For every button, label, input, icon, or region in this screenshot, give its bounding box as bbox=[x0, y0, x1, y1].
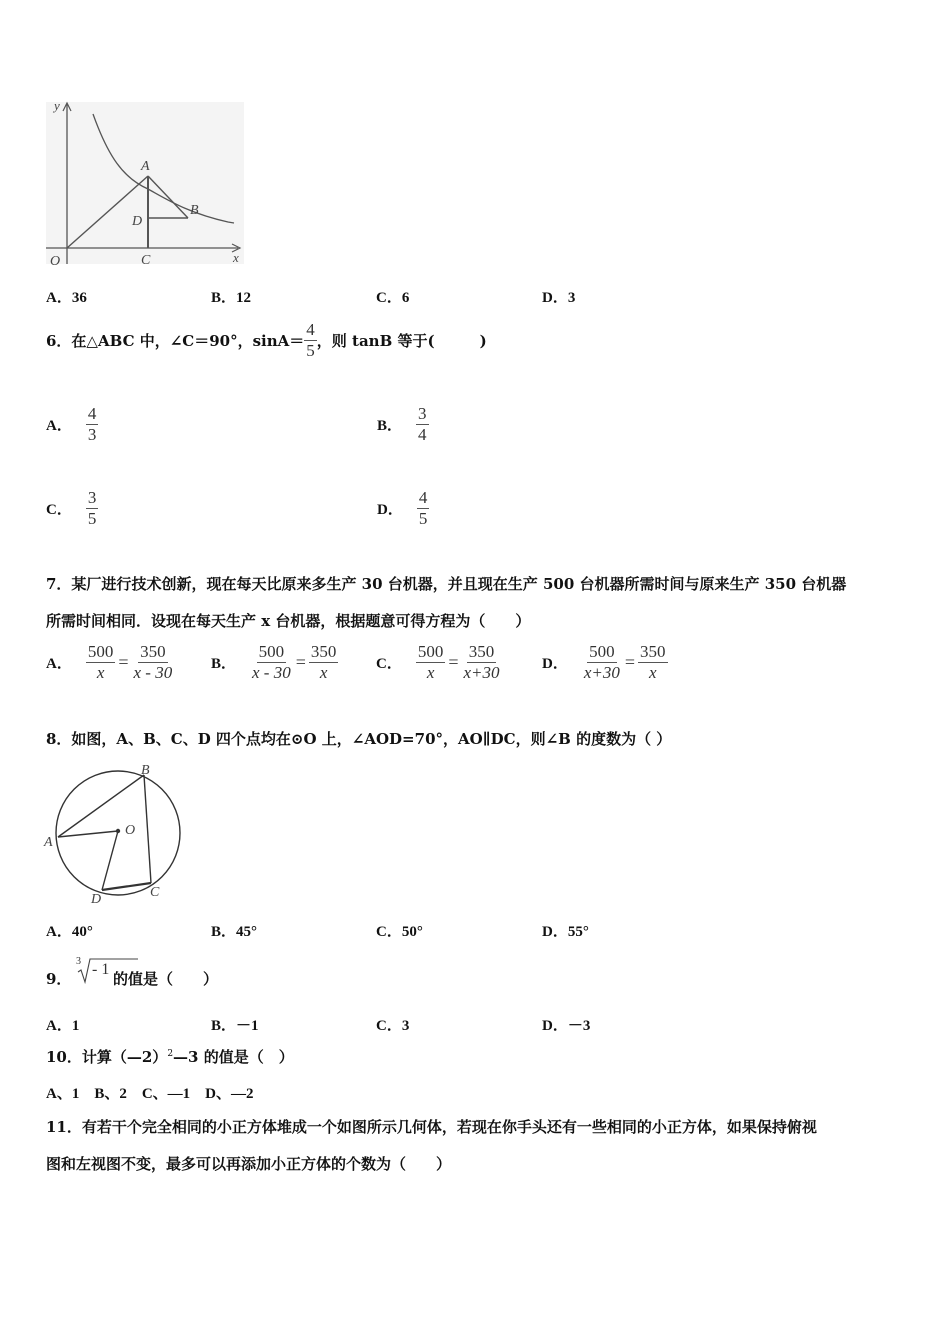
q7-option-c-n2: 350 bbox=[468, 642, 495, 661]
q7-option-a-label: A． bbox=[46, 655, 72, 672]
q7-stem-line2: 所需时间相同．设现在每天生产 x 台机器，根据题意可得方程为（ ） bbox=[46, 612, 531, 630]
q10-exponent: 2 bbox=[167, 1049, 174, 1059]
q8-option-a: A．40° bbox=[46, 924, 93, 940]
q11-stem-line2: 图和左视图不变，最多可以再添加小正方体的个数为（ ） bbox=[46, 1155, 452, 1173]
q6-stem bbox=[46, 320, 487, 360]
q5-option-b: B．12 bbox=[211, 290, 252, 306]
q9-root-index: 3 bbox=[76, 956, 81, 967]
q7-option-c bbox=[376, 642, 502, 682]
q7-option-c-label: C． bbox=[376, 655, 402, 672]
q6-prefix: 6．在△ABC 中，∠C＝90°，sinA＝ bbox=[46, 331, 305, 350]
q11-stem-line1: 11．有若干个完全相同的小正方体堆成一个如图所示几何体，若现在你手头还有一些相同的小正方体，如果保持俯视 bbox=[46, 1118, 817, 1136]
q7-option-d-n2: 350 bbox=[640, 642, 666, 661]
q6-option-a-num: 4 bbox=[87, 404, 97, 423]
q6-option-a-label: A． bbox=[46, 417, 72, 434]
q9-option-d: D．－3 bbox=[542, 1018, 591, 1034]
q7-option-d-frac2 bbox=[638, 642, 668, 682]
q6-option-c bbox=[46, 488, 98, 528]
q6-option-c-den: 5 bbox=[87, 508, 97, 528]
q6-option-a-frac bbox=[86, 404, 99, 444]
q7-option-b bbox=[211, 642, 338, 682]
q9-option-b: B．－1 bbox=[211, 1018, 259, 1034]
q8-option-b: B．45° bbox=[211, 924, 258, 940]
q9-radicand: - 1 bbox=[92, 961, 110, 978]
q8-radius-od bbox=[102, 831, 118, 890]
q7-option-a-d2: x - 30 bbox=[133, 662, 173, 682]
q7-option-d-d2: x bbox=[649, 662, 657, 682]
q6-option-b bbox=[377, 404, 429, 444]
q6-fraction bbox=[304, 320, 317, 360]
q5-option-a: A．36 bbox=[46, 290, 87, 306]
q7-option-d bbox=[542, 642, 668, 682]
q7-option-b-n2: 350 bbox=[310, 642, 337, 661]
q8-option-d: D．55° bbox=[542, 924, 589, 940]
q5-label-d: D bbox=[132, 214, 143, 229]
q7-stem-line1: 7．某厂进行技术创新，现在每天比原来多生产 30 台机器，并且现在生产 500 台机器所需时间与原来生产 350 台机器 bbox=[46, 575, 847, 593]
q7-option-a-n1: 500 bbox=[87, 642, 114, 661]
q5-label-y: y bbox=[54, 98, 60, 113]
q5-label-x: x bbox=[233, 250, 239, 265]
q7-option-d-n1: 500 bbox=[589, 642, 615, 661]
q7-option-c-frac1 bbox=[416, 642, 446, 682]
q10-options: A、1 B、2 C、—1 D、—2 bbox=[46, 1086, 254, 1102]
q9-option-a: A．1 bbox=[46, 1018, 80, 1034]
q7-option-d-d1: x+30 bbox=[583, 662, 620, 682]
q8-label-o: O bbox=[125, 823, 136, 838]
q7-option-b-d1: x - 30 bbox=[252, 662, 291, 682]
q6-suffix: ，则 tanB 等于( ) bbox=[316, 331, 487, 350]
q10-text-b: —3 的值是（ ） bbox=[173, 1048, 294, 1066]
q7-option-d-label: D． bbox=[542, 655, 568, 672]
q6-option-b-den: 4 bbox=[418, 424, 427, 444]
q7-option-c-d2: x+30 bbox=[463, 662, 500, 682]
q7-option-c-eq: = bbox=[448, 651, 459, 672]
q7-option-b-eq: = bbox=[295, 651, 306, 672]
q9-suffix: 的值是（ ） bbox=[113, 970, 219, 988]
q6-option-c-label: C． bbox=[46, 501, 72, 518]
q7-option-a-eq: = bbox=[118, 651, 129, 672]
q7-option-a-frac1 bbox=[86, 642, 116, 682]
q7-option-b-frac2 bbox=[309, 642, 339, 682]
q6-option-b-num: 3 bbox=[418, 404, 427, 423]
q5-label-c: C bbox=[141, 253, 151, 268]
q7-option-a-n2: 350 bbox=[140, 642, 166, 661]
q6-option-c-frac bbox=[86, 488, 99, 528]
q7-option-c-frac2 bbox=[462, 642, 502, 682]
q8-radius-ao bbox=[58, 831, 118, 837]
q8-label-b: B bbox=[141, 763, 150, 778]
q9-option-c: C．3 bbox=[376, 1018, 410, 1034]
q6-option-a bbox=[46, 404, 98, 444]
q6-option-b-frac bbox=[416, 404, 429, 444]
q5-option-d: D．3 bbox=[542, 290, 576, 306]
q5-label-b: B bbox=[190, 203, 199, 218]
q8-figure bbox=[40, 758, 190, 908]
q7-option-c-d1: x bbox=[426, 662, 435, 682]
q5-label-o: O bbox=[50, 254, 61, 269]
q6-option-c-num: 3 bbox=[87, 488, 97, 507]
q6-option-d-den: 5 bbox=[418, 508, 428, 528]
q5-figure bbox=[38, 96, 248, 272]
q8-option-c: C．50° bbox=[376, 924, 423, 940]
q6-option-a-den: 3 bbox=[87, 424, 97, 444]
q7-option-b-d2: x bbox=[319, 662, 328, 682]
q7-option-d-eq: = bbox=[624, 651, 636, 672]
q8-stem: 8．如图，A、B、C、D 四个点均在⊙O 上，∠AOD=70°，AO∥DC，则∠B 的度数为（ ） bbox=[46, 730, 672, 748]
q7-option-c-n1: 500 bbox=[417, 642, 444, 661]
q7-option-a bbox=[46, 642, 174, 682]
q8-label-a: A bbox=[44, 835, 53, 850]
q7-option-b-label: B． bbox=[211, 655, 237, 672]
q8-chord-bc bbox=[144, 775, 151, 883]
q6-frac-den: 5 bbox=[306, 340, 315, 360]
q7-option-b-n1: 500 bbox=[258, 642, 285, 661]
q6-option-d-label: D． bbox=[377, 501, 403, 518]
q6-option-d bbox=[377, 488, 429, 528]
q7-option-a-d1: x bbox=[96, 662, 105, 682]
q9-prefix: 9． bbox=[46, 970, 72, 988]
q8-label-c: C bbox=[150, 885, 160, 900]
q5-label-a: A bbox=[141, 159, 150, 174]
q8-center-dot bbox=[116, 829, 120, 833]
q5-option-c: C．6 bbox=[376, 290, 410, 306]
q7-option-b-frac1 bbox=[250, 642, 293, 682]
q10-text-a: 10．计算（—2） bbox=[46, 1048, 168, 1066]
q8-label-d: D bbox=[91, 892, 102, 907]
q6-frac-num: 4 bbox=[306, 320, 315, 339]
q6-option-b-label: B． bbox=[377, 417, 403, 434]
q10-stem bbox=[46, 1046, 294, 1067]
q7-option-a-frac2 bbox=[132, 642, 175, 682]
q7-option-d-frac1 bbox=[582, 642, 622, 682]
q6-option-d-num: 4 bbox=[418, 488, 428, 507]
q6-option-d-frac bbox=[417, 488, 430, 528]
